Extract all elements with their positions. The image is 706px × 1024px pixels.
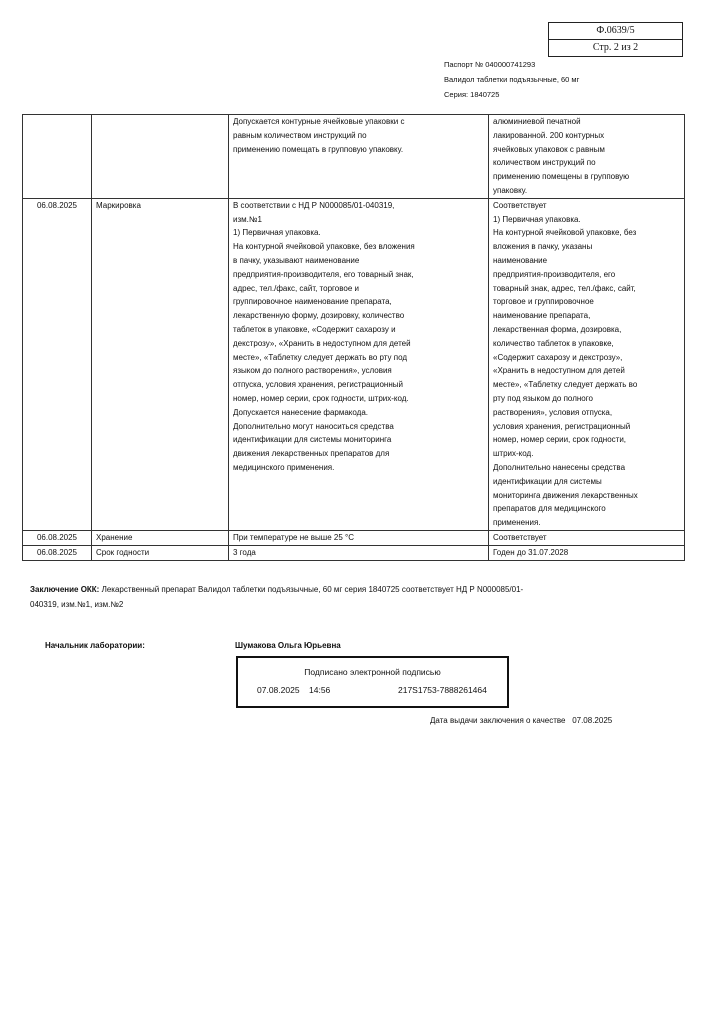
cell-line: Соответствует xyxy=(493,532,547,542)
indicator-cell: Хранение xyxy=(92,530,229,545)
cell-line: месте», «Таблетку следует держать во xyxy=(493,380,638,390)
table-row xyxy=(23,530,685,545)
cell-line: в пачку, указывают наименование xyxy=(233,255,360,265)
cell-line: препаратов для медицинского xyxy=(493,504,606,514)
cell-line: языком до полного растворения», условия xyxy=(233,366,392,376)
cell-line: Соответствует xyxy=(493,200,547,210)
cell-line: В соответствии с НД Р N000085/01-040319, xyxy=(233,200,395,210)
cell-line: применению помещены в групповую xyxy=(493,172,630,182)
cell-line: торговое и группировочное xyxy=(493,297,594,307)
cell-line: Годен до 31.07.2028 xyxy=(493,547,569,557)
cell-line: группировочное наименование препарата, xyxy=(233,297,392,307)
cell-line: отпуска, условия хранения, регистрационный xyxy=(233,380,403,390)
cell-line: алюминиевой печатной xyxy=(493,117,581,126)
cell-line: вложения в пачку, указаны xyxy=(493,242,593,252)
cell-line: растворения», условия отпуска, xyxy=(493,407,613,417)
indicator-cell: Срок годности xyxy=(92,545,229,560)
signature-title: Подписано электронной подписью xyxy=(304,667,441,677)
cell-line: наименование xyxy=(493,255,548,265)
indicator-cell: Маркировка xyxy=(92,198,229,530)
table-row xyxy=(23,545,685,560)
signature-time: 14:56 xyxy=(309,685,331,695)
date-cell: 06.08.2025 xyxy=(23,530,92,545)
cell-line: Допускается контурные ячейковые упаковки с xyxy=(233,117,405,126)
passport-number: Паспорт № 040000741293 xyxy=(444,60,536,69)
cell-line: ячейковых упаковок с равным xyxy=(493,144,605,154)
cell-line: идентификации для системы xyxy=(493,476,602,486)
cell-line: идентификации для системы мониторинга xyxy=(233,435,392,445)
date-cell xyxy=(23,115,92,199)
cell-line: лекарственная форма, дозировка, xyxy=(493,324,622,334)
conclusion-label: Заключение ОКК: xyxy=(30,585,100,594)
quality-table xyxy=(22,114,685,561)
head-of-lab-name: Шумакова Ольга Юрьевна xyxy=(235,641,341,650)
cell-line: 1) Первичная упаковка. xyxy=(493,214,581,224)
requirement-cell xyxy=(229,115,489,199)
cell-line: При температуре не выше 25 °С xyxy=(233,532,354,542)
cell-line: номер, номер серии, срок годности, xyxy=(493,435,627,445)
cell-line: штрих-код. xyxy=(493,449,534,459)
cell-line: применению помещать в групповую упаковку. xyxy=(233,144,404,154)
cell-line: количество таблеток в упаковке, xyxy=(493,338,614,348)
cell-line: На контурной ячейковой упаковке, без xyxy=(493,228,637,238)
page-number: Стр. 2 из 2 xyxy=(549,39,682,56)
cell-line: медицинского применения. xyxy=(233,462,335,472)
form-code-box xyxy=(548,22,683,57)
cell-line: применения. xyxy=(493,518,541,528)
issue-date-line xyxy=(430,716,612,725)
cell-line: предприятия-производителя, его xyxy=(493,269,616,279)
cell-line: движения лекарственных препаратов для xyxy=(233,449,390,459)
cell-line: равным количеством инструкций по xyxy=(233,130,367,140)
result-cell xyxy=(489,115,685,199)
cell-line: товарный знак, адрес, тел./факс, сайт, xyxy=(493,283,636,293)
cell-line: «Содержит сахарозу и декстрозу», xyxy=(493,352,623,362)
date-cell: 06.08.2025 xyxy=(23,198,92,530)
signature-date: 07.08.2025 xyxy=(257,685,300,695)
conclusion-text: Лекарственный препарат Валидол таблетки подъязычные, 60 мг серия 1840725 соответствует НД Р N000085/01-040319, изм.№1, изм.№2 xyxy=(30,585,524,609)
requirement-cell xyxy=(229,198,489,530)
cell-line: предприятия-производителя, его товарный знак, xyxy=(233,269,414,279)
result-cell xyxy=(489,545,685,560)
cell-line: упаковку. xyxy=(493,185,528,195)
cell-line: рту под языком до полного xyxy=(493,393,593,403)
cell-line: лекарственную форму, дозировку, количество xyxy=(233,311,405,321)
cell-line: «Хранить в недоступном для детей xyxy=(493,366,625,376)
conclusion xyxy=(30,583,550,612)
signature-id: 217S1753-7888261464 xyxy=(398,685,487,695)
cell-line: декстрозу», «Хранить в недоступном для детей xyxy=(233,338,411,348)
cell-line: На контурной ячейковой упаковке, без вложения xyxy=(233,242,415,252)
cell-line: Допускается нанесение фармакода. xyxy=(233,407,369,417)
cell-line: условия хранения, регистрационный xyxy=(493,421,631,431)
indicator-cell xyxy=(92,115,229,199)
electronic-signature-box xyxy=(236,656,509,708)
series-number: Серия: 1840725 xyxy=(444,90,500,99)
passport-info xyxy=(444,57,579,102)
issue-date: 07.08.2025 xyxy=(572,716,613,725)
product-name: Валидол таблетки подъязычные, 60 мг xyxy=(444,75,580,84)
requirement-cell xyxy=(229,530,489,545)
date-cell: 06.08.2025 xyxy=(23,545,92,560)
form-code: Ф.0639/5 xyxy=(596,25,635,36)
cell-line: изм.№1 xyxy=(233,214,262,224)
requirement-cell xyxy=(229,545,489,560)
cell-line: 3 года xyxy=(233,547,256,557)
issue-date-label: Дата выдачи заключения о качестве xyxy=(430,716,566,725)
cell-line: адрес, тел./факс, сайт, торговое и xyxy=(233,283,359,293)
table-row xyxy=(23,115,685,199)
cell-line: наименование препарата, xyxy=(493,311,591,321)
cell-line: количеством инструкций по xyxy=(493,158,596,168)
cell-line: 1) Первичная упаковка. xyxy=(233,228,321,238)
cell-line: номер, номер серии, срок годности, штрих-код. xyxy=(233,393,409,403)
result-cell xyxy=(489,198,685,530)
cell-line: мониторинга движения лекарственных xyxy=(493,490,638,500)
cell-line: Дополнительно могут наноситься средства xyxy=(233,421,394,431)
table-row xyxy=(23,198,685,530)
cell-line: лакированной. 200 контурных xyxy=(493,130,605,140)
cell-line: таблеток в упаковке, «Содержит сахарозу и xyxy=(233,324,396,334)
cell-line: месте», «Таблетку следует держать во рту под xyxy=(233,352,408,362)
result-cell xyxy=(489,530,685,545)
head-of-lab-label: Начальник лаборатории: xyxy=(45,641,145,650)
cell-line: Дополнительно нанесены средства xyxy=(493,462,626,472)
